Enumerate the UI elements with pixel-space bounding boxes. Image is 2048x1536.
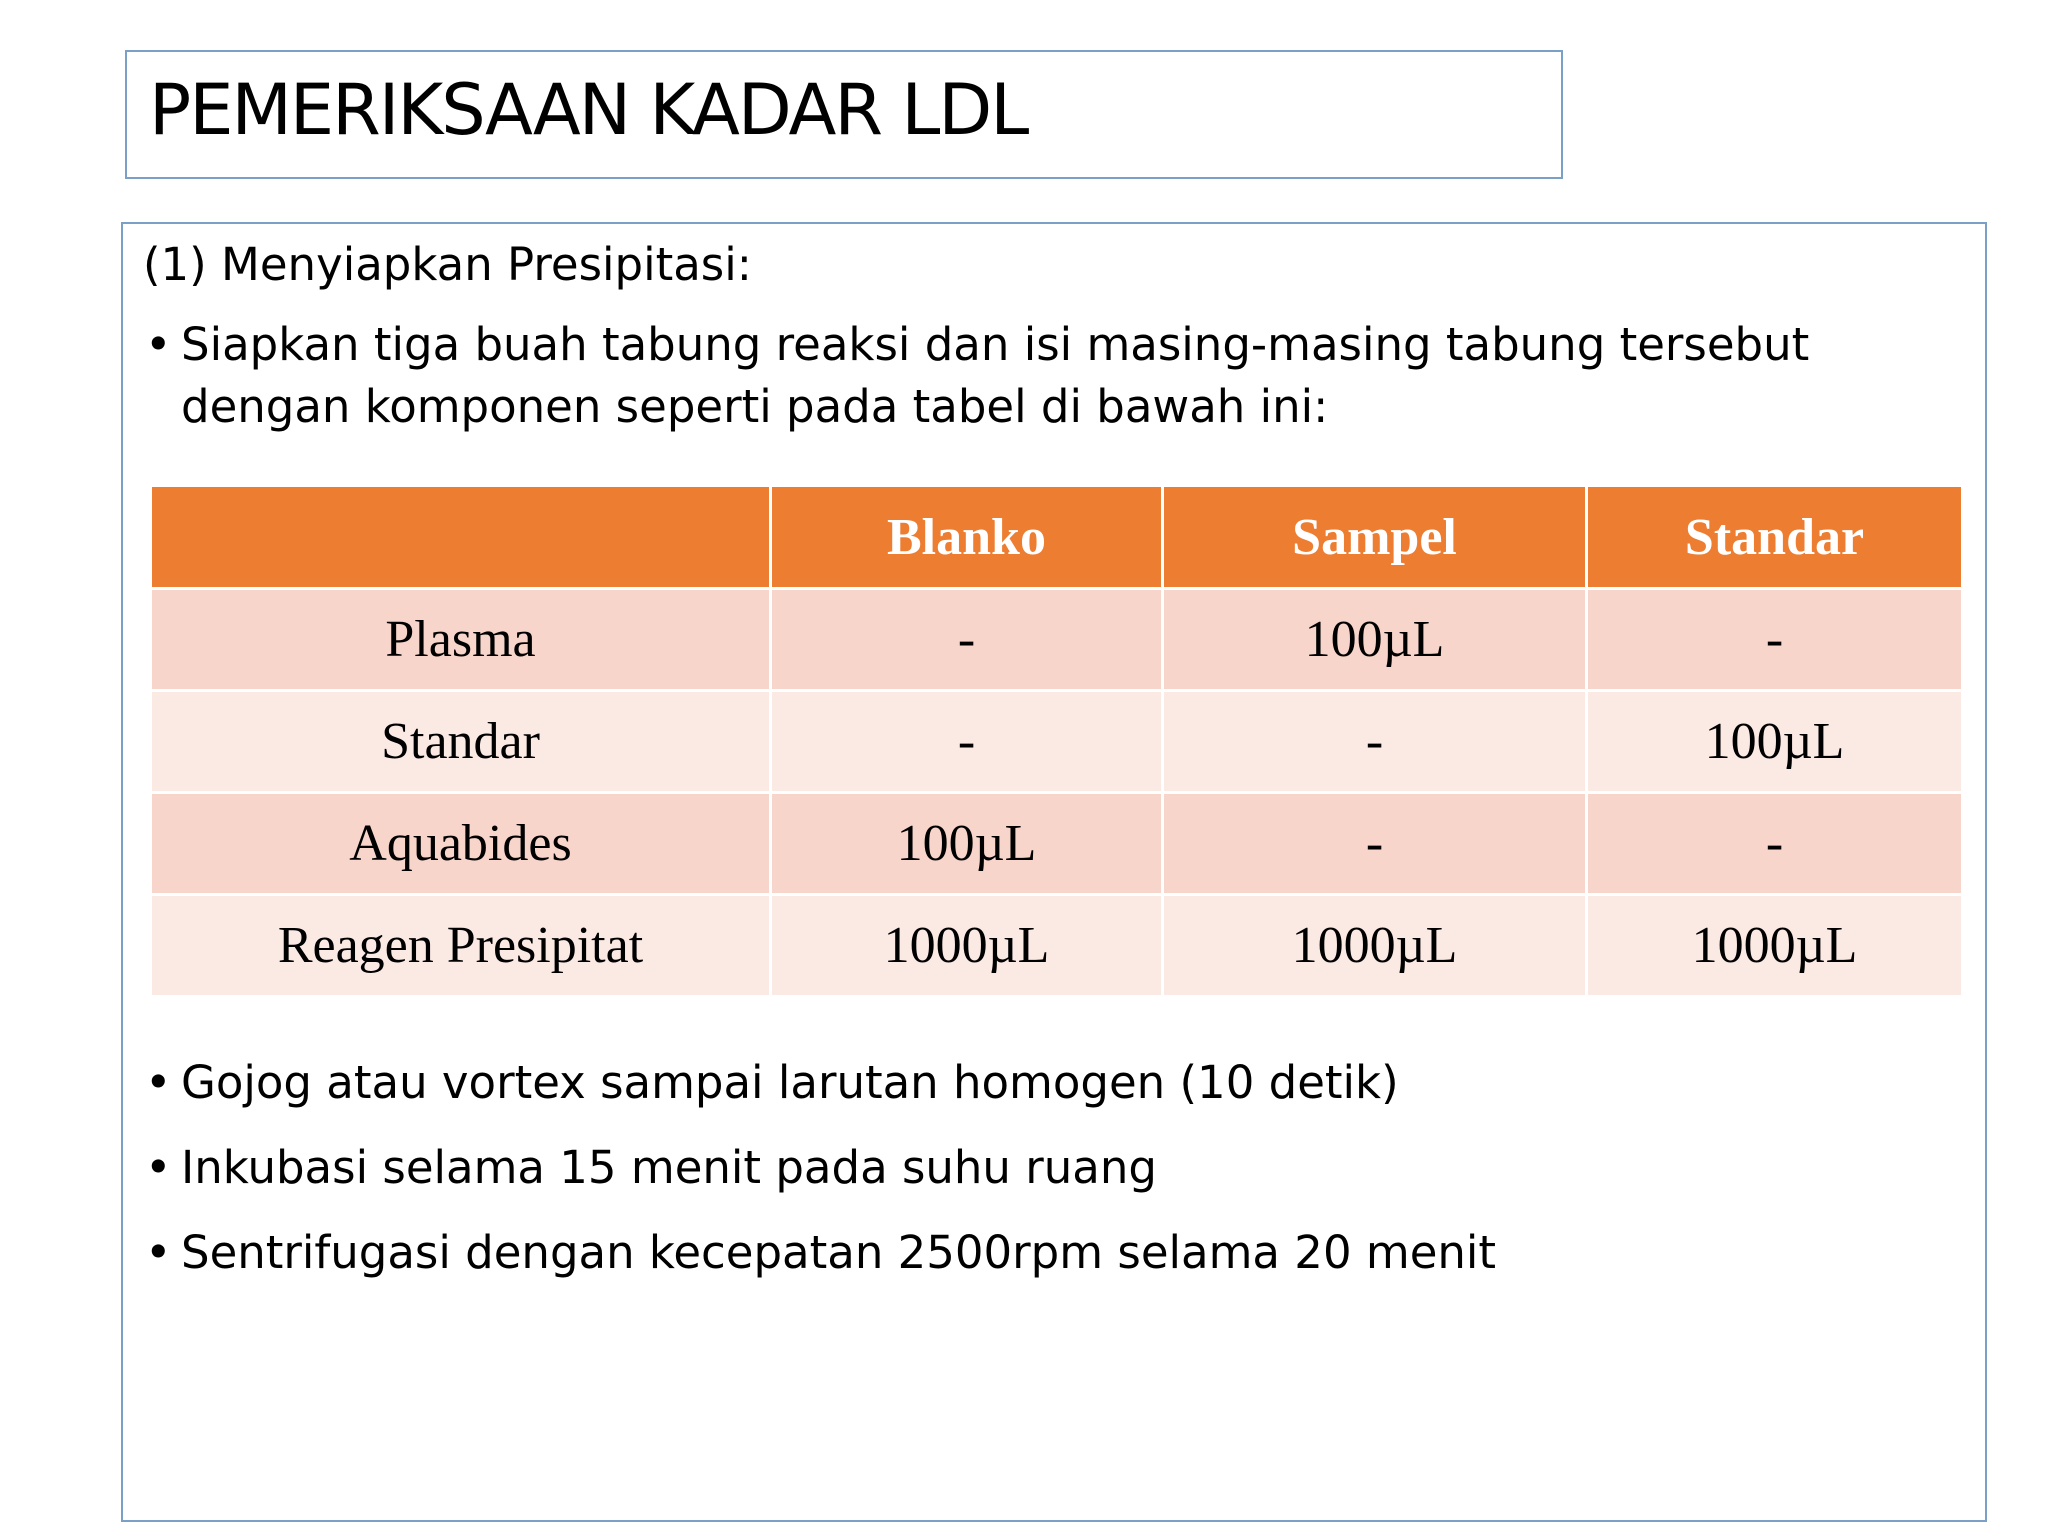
intro-bullet-list bbox=[143, 314, 1943, 438]
content-box bbox=[121, 222, 1987, 1522]
table-row bbox=[151, 589, 1963, 691]
table-row bbox=[151, 895, 1963, 997]
table-cell: - bbox=[1587, 793, 1963, 895]
table-cell: - bbox=[1587, 589, 1963, 691]
intro-bullet bbox=[143, 314, 1943, 438]
table-row bbox=[151, 793, 1963, 895]
slide-title: PEMERIKSAAN KADAR LDL bbox=[149, 69, 1028, 151]
row-label: Aquabides bbox=[151, 793, 771, 895]
table-row bbox=[151, 691, 1963, 793]
intro-bullet-text: Siapkan tiga buah tabung reaksi dan isi masing-masing tabung tersebut dengan komponen seperti pada tabel di bawah ini: bbox=[181, 318, 1810, 433]
steps-list bbox=[143, 1052, 1496, 1307]
step-item bbox=[143, 1052, 1496, 1114]
title-box bbox=[125, 50, 1563, 179]
bullet-icon: • bbox=[145, 1141, 172, 1194]
row-label: Reagen Presipitat bbox=[151, 895, 771, 997]
table-cell: 100µL bbox=[771, 793, 1163, 895]
components-table bbox=[149, 484, 1964, 998]
table-cell: 1000µL bbox=[1587, 895, 1963, 997]
bullet-icon: • bbox=[145, 318, 172, 371]
bullet-icon: • bbox=[145, 1056, 172, 1109]
step-text: Gojog atau vortex sampai larutan homogen (10 detik) bbox=[181, 1056, 1399, 1109]
table-header-row bbox=[151, 486, 1963, 589]
header-cell bbox=[151, 486, 771, 589]
row-label: Plasma bbox=[151, 589, 771, 691]
table-cell: - bbox=[771, 589, 1163, 691]
table-cell: 100µL bbox=[1587, 691, 1963, 793]
step-item bbox=[143, 1222, 1496, 1284]
header-cell-standar: Standar bbox=[1587, 486, 1963, 589]
table-cell: - bbox=[771, 691, 1163, 793]
step-text: Sentrifugasi dengan kecepatan 2500rpm selama 20 menit bbox=[181, 1226, 1497, 1279]
row-label: Standar bbox=[151, 691, 771, 793]
table-cell: 1000µL bbox=[771, 895, 1163, 997]
table-cell: 100µL bbox=[1163, 589, 1587, 691]
section-heading: (1) Menyiapkan Presipitasi: bbox=[143, 238, 752, 291]
table-cell: 1000µL bbox=[1163, 895, 1587, 997]
table-cell: - bbox=[1163, 691, 1587, 793]
bullet-icon: • bbox=[145, 1226, 172, 1279]
header-cell-blanko: Blanko bbox=[771, 486, 1163, 589]
table-cell: - bbox=[1163, 793, 1587, 895]
header-cell-sampel: Sampel bbox=[1163, 486, 1587, 589]
step-item bbox=[143, 1137, 1496, 1199]
step-text: Inkubasi selama 15 menit pada suhu ruang bbox=[181, 1141, 1157, 1194]
